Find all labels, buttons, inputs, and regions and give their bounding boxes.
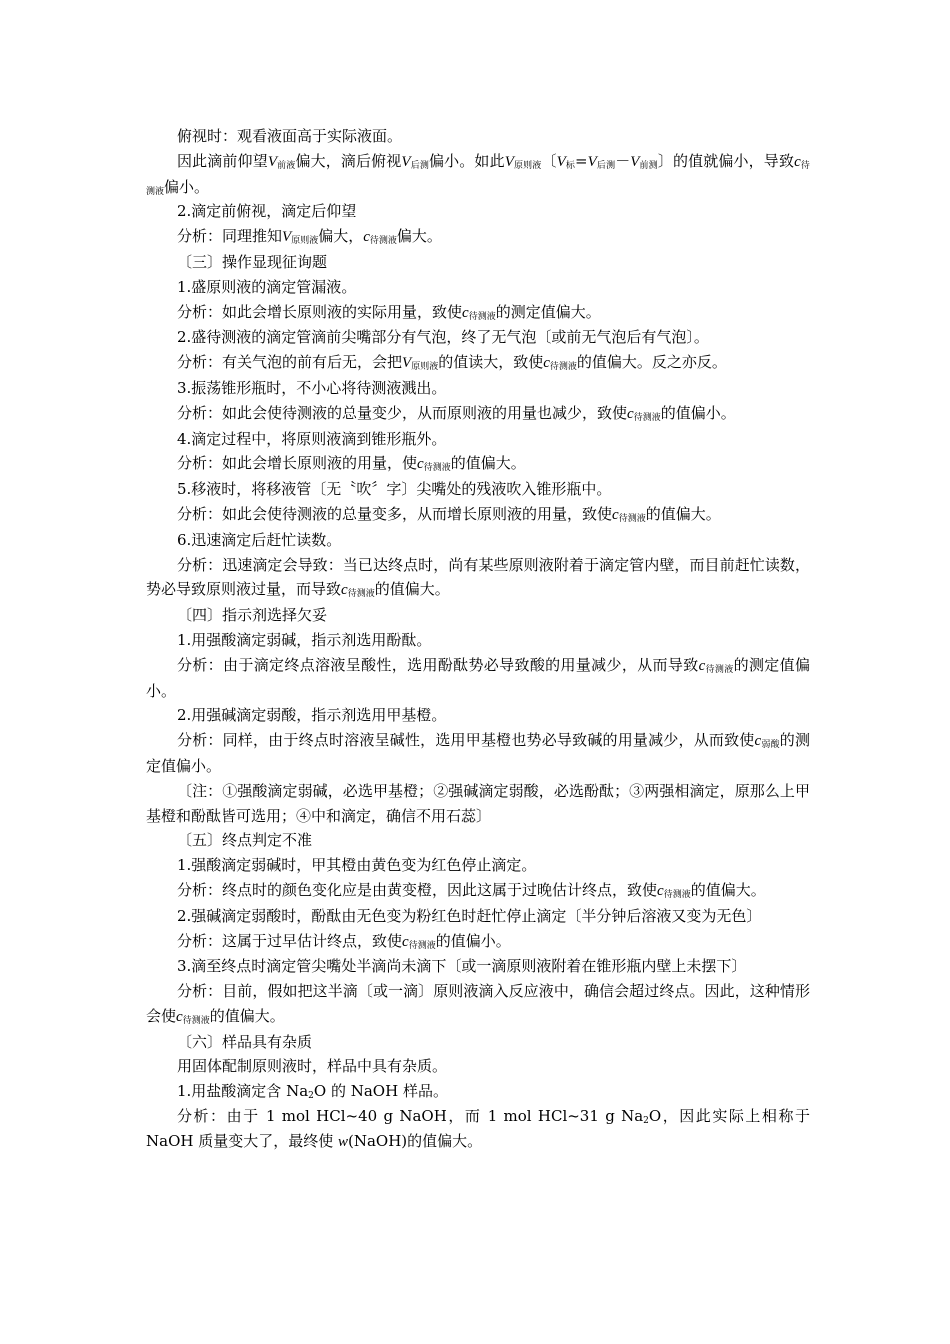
paragraph: 〔注：①强酸滴定弱碱，必选甲基橙；②强碱滴定弱酸，必选酚酞；③两强相滴定，原那么上甲基橙和酚酞皆可选用；④中和滴定，确信不用石蕊〕 <box>146 781 810 825</box>
paragraph: 1.盛原则液的滴定管漏液。 <box>177 277 357 296</box>
paragraph: 〔六〕样品具有杂质 <box>177 1032 313 1051</box>
paragraph: 分析：如此会增长原则液的实际用量，致使$c_{待测液}$的测定值偏大。 <box>177 302 601 322</box>
paragraph: 〔四〕指示剂选择欠妥 <box>177 606 328 625</box>
paragraph: 6.迅速滴定后赶忙读数。 <box>177 530 342 549</box>
paragraph: 〔五〕终点判定不准 <box>177 831 313 850</box>
document-body <box>146 124 810 1155</box>
paragraph: 1.用强酸滴定弱碱，指示剂选用酚酞。 <box>177 630 432 649</box>
paragraph: 分析：如此会增长原则液的用量，使$c_{待测液}$的值偏大。 <box>177 454 526 474</box>
paragraph: 分析：迅速滴定会导致：当已达终点时，尚有某些原则液附着于滴定管内壁，而目前赶忙读数，势必导致原则液过量，而导致$c_{待测液}$的值偏大。 <box>146 555 810 600</box>
paragraph: 3.滴至终点时滴定管尖嘴处半滴尚未滴下〔或一滴原则液附着在锥形瓶内壁上未摆下〕 <box>177 957 747 976</box>
paragraph: 分析：由于 1 mol HCl~40 g NaOH，而 1 mol HCl~31 g $Na_2O$，因此实际上相称于 NaOH 质量变大了，最终使 w(NaOH)的值偏大。 <box>146 1107 810 1150</box>
paragraph: 分析：同样，由于终点时溶液呈碱性，选用甲基橙也势必导致碱的用量减少，从而致使$c_{弱酸}$的测定值偏小。 <box>146 731 810 775</box>
paragraph: 1.用盐酸滴定含 $Na_2O$ 的 NaOH 样品。 <box>177 1082 448 1102</box>
paragraph: 2.用强碱滴定弱酸，指示剂选用甲基橙。 <box>177 706 447 725</box>
paragraph: 2.滴定前俯视，滴定后仰望 <box>177 202 357 221</box>
paragraph: 〔三〕操作显现征询题 <box>177 252 328 271</box>
paragraph: 4.滴定过程中，将原则液滴到锥形瓶外。 <box>177 429 447 448</box>
paragraph: 分析：由于滴定终点溶液呈酸性，选用酚酞势必导致酸的用量减少，从而导致$c_{待测液}$的测定值偏小。 <box>146 655 810 700</box>
paragraph: 1.强酸滴定弱碱时，甲其橙由黄色变为红色停止滴定。 <box>177 856 537 875</box>
paragraph: 2.强碱滴定弱酸时，酚酞由无色变为粉红色时赶忙停止滴定〔半分钟后溶液又变为无色〕 <box>177 906 762 925</box>
paragraph: 分析：目前，假如把这半滴〔或一滴〕原则液滴入反应液中，确信会超过终点。因此，这种情形会使$c_{待测液}$的值偏大。 <box>146 982 810 1026</box>
paragraph: 因此滴前仰望$V_{前液}$偏大，滴后俯视$V_{后测}$偏小。如此$V_{原则液}$〔$V_标=V_{后测}-V_{前测}$〕的值就偏小，导致$c_{待测液}$偏小。 <box>146 151 810 197</box>
paragraph: 俯视时：观看液面高于实际液面。 <box>177 127 403 145</box>
paragraph: 3.振荡锥形瓶时，不小心将待测液溅出。 <box>177 378 447 397</box>
paragraph: 分析：如此会使待测液的总量变少，从而原则液的用量也减少，致使$c_{待测液}$的值偏小。 <box>177 403 736 423</box>
paragraph: 分析：终点时的颜色变化应是由黄变橙，因此这属于过晚估计终点，致使$c_{待测液}$的值偏大。 <box>177 880 766 900</box>
paragraph: 2.盛待测液的滴定管滴前尖嘴部分有气泡，终了无气泡〔或前无气泡后有气泡〕。 <box>177 328 709 347</box>
paragraph: 分析：同理推知$V_{原则液}$偏大，$c_{待测液}$偏大。 <box>177 227 442 247</box>
paragraph: 分析：如此会使待测液的总量变多，从而增长原则液的用量，致使$c_{待测液}$的值偏大。 <box>177 504 721 524</box>
paragraph: 用固体配制原则液时，样品中具有杂质。 <box>177 1057 448 1076</box>
paragraph: 分析：有关气泡的前有后无，会把$V_{原则液}$的值读大，致使$c_{待测液}$的值偏大。反之亦反。 <box>177 353 727 373</box>
paragraph: 5.移液时，将移液管〔无〝吹〞字〕尖嘴处的残液吹入锥形瓶中。 <box>177 480 612 499</box>
paragraph: 分析：这属于过早估计终点，致使$c_{待测液}$的值偏小。 <box>177 931 511 951</box>
